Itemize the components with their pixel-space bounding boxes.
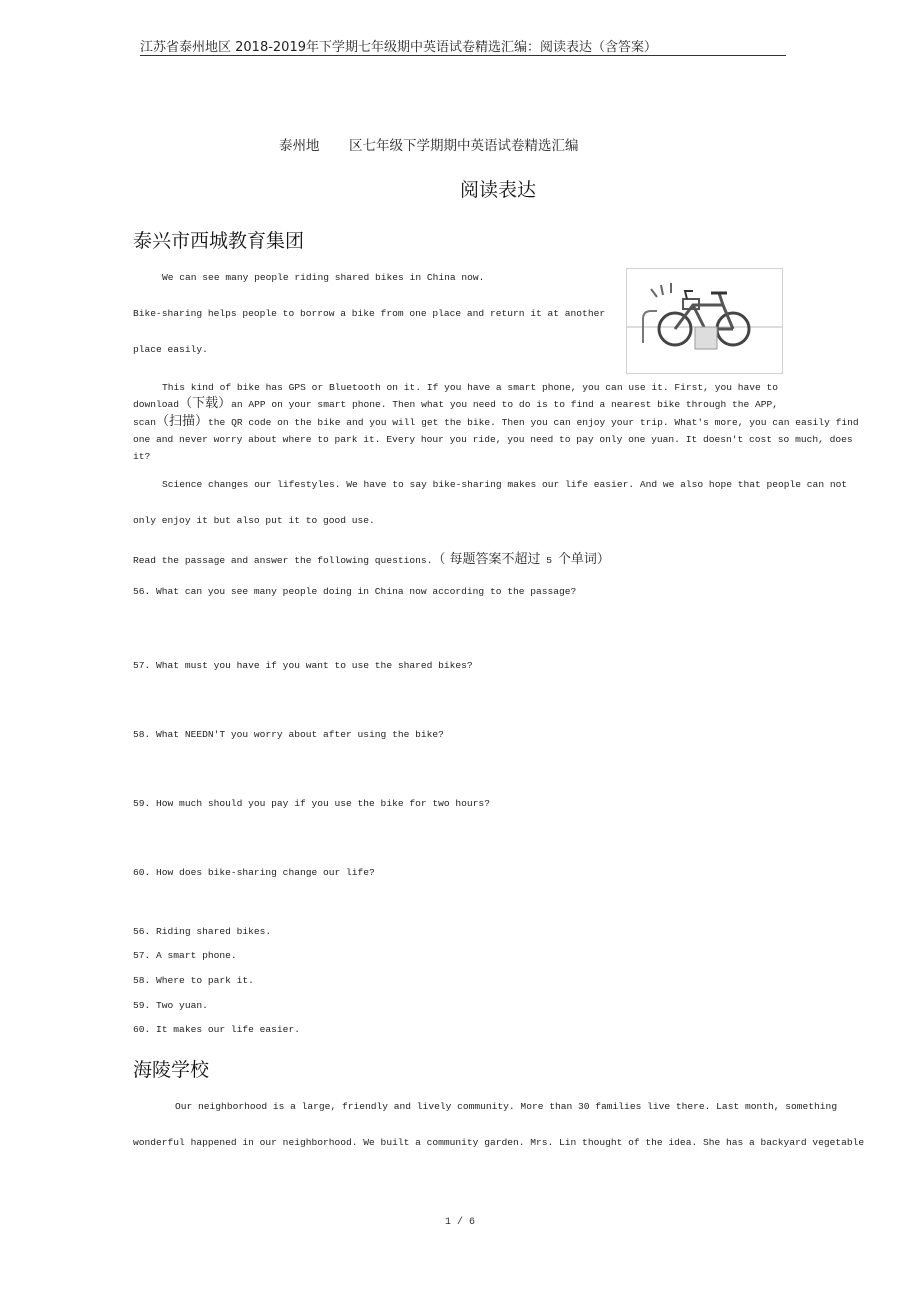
passage-line: [133, 395, 868, 413]
subtitle-part-1: 泰州地: [279, 138, 320, 154]
instruction-note: 个单词）: [557, 552, 610, 567]
bicycle-icon: [627, 269, 782, 373]
annotation-scan: （扫描）: [156, 414, 209, 429]
passage-line: only enjoy it but also put it to good use.: [133, 515, 375, 526]
passage-line: place easily.: [133, 344, 208, 355]
passage-line: This kind of bike has GPS or Bluetooth on it. If you have a smart phone, you can use it. First, you have to: [162, 382, 779, 393]
annotation-download: （下载）: [179, 396, 232, 411]
passage-text: scan: [133, 417, 157, 428]
subtitle-part-2: 区七年级下学期期中英语试卷精选汇编: [349, 138, 579, 154]
answer-57: 57. A smart phone.: [133, 950, 237, 961]
passage-line: We can see many people riding shared bikes in China now.: [162, 272, 485, 283]
passage-paragraph: [133, 413, 868, 465]
question-58: 58. What NEEDN'T you worry about after using the bike?: [133, 729, 444, 740]
answer-60: 60. It makes our life easier.: [133, 1024, 300, 1035]
shared-bike-image: [626, 268, 783, 374]
section-heading-xicheng: 泰兴市西城教育集团: [133, 230, 305, 252]
instruction-number: 5: [546, 555, 553, 566]
header-rule: [140, 55, 786, 56]
instruction-note: （ 每题答案不超过: [432, 552, 541, 567]
passage-line: Science changes our lifestyles. We have to say bike-sharing makes our life easier. And we also hope that people can not: [162, 479, 848, 490]
instruction-line: [133, 548, 610, 567]
passage-line: wonderful happened in our neighborhood. We built a community garden. Mrs. Lin thought of the idea. She has a backyard vegetable: [133, 1137, 865, 1148]
instruction-text: Read the passage and answer the following questions.: [133, 555, 433, 566]
page-title: 阅读表达: [460, 179, 537, 201]
question-59: 59. How much should you pay if you use the bike for two hours?: [133, 798, 490, 809]
passage-text: download: [133, 399, 180, 410]
answer-58: 58. Where to park it.: [133, 975, 254, 986]
passage-text: the QR code on the bike and you will get the bike. Then you can enjoy your trip. What's more, you can easily find one and never worry about where to park it. Every hour you ride, you need to pay only one yuan. It doesn't cost so much, does it?: [133, 417, 859, 462]
question-57: 57. What must you have if you want to use the shared bikes?: [133, 660, 473, 671]
passage-line: Our neighborhood is a large, friendly and lively community. More than 30 families live there. Last month, something: [175, 1101, 838, 1112]
answer-59: 59. Two yuan.: [133, 1000, 208, 1011]
passage-text: an APP on your smart phone. Then what you need to do is to find a nearest bike through the APP,: [231, 399, 779, 410]
page-number: 1 / 6: [444, 1217, 475, 1228]
answer-56: 56. Riding shared bikes.: [133, 926, 272, 937]
question-56: 56. What can you see many people doing in China now according to the passage?: [133, 586, 577, 597]
running-header: 江苏省泰州地区 2018-2019年下学期七年级期中英语试卷精选汇编：阅读表达（含答案）: [140, 40, 657, 55]
passage-line: Bike-sharing helps people to borrow a bike from one place and return it at another: [133, 308, 606, 319]
section-heading-hailing: 海陵学校: [133, 1059, 210, 1081]
question-60: 60. How does bike-sharing change our life?: [133, 867, 375, 878]
